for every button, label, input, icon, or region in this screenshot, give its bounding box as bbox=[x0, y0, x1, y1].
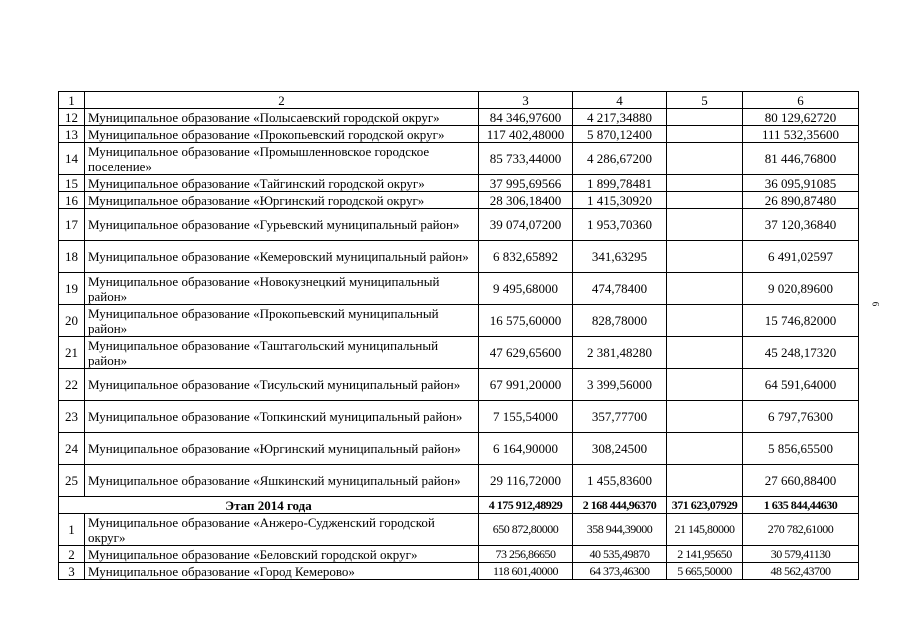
stage-total-col6: 1 635 844,44630 bbox=[743, 497, 859, 514]
value-col3: 650 872,80000 bbox=[479, 514, 573, 546]
budget-table bbox=[58, 91, 859, 580]
value-col3: 118 601,40000 bbox=[479, 563, 573, 580]
value-col3: 37 995,69566 bbox=[479, 175, 573, 192]
value-col4: 474,78400 bbox=[573, 273, 667, 305]
value-col3: 85 733,44000 bbox=[479, 143, 573, 175]
value-col3: 39 074,07200 bbox=[479, 209, 573, 241]
value-col5 bbox=[667, 126, 743, 143]
municipality-name: Муниципальное образование «Юргинский городской округ» bbox=[85, 192, 479, 209]
value-col5 bbox=[667, 143, 743, 175]
table-row bbox=[59, 369, 859, 401]
value-col6: 15 746,82000 bbox=[743, 305, 859, 337]
row-number: 15 bbox=[59, 175, 85, 192]
value-col3: 67 991,20000 bbox=[479, 369, 573, 401]
value-col4: 357,77700 bbox=[573, 401, 667, 433]
value-col6: 6 797,76300 bbox=[743, 401, 859, 433]
value-col6: 48 562,43700 bbox=[743, 563, 859, 580]
table-header-row bbox=[59, 92, 859, 109]
table-row bbox=[59, 563, 859, 580]
value-col4: 5 870,12400 bbox=[573, 126, 667, 143]
value-col6: 64 591,64000 bbox=[743, 369, 859, 401]
value-col4: 1 415,30920 bbox=[573, 192, 667, 209]
value-col3: 6 164,90000 bbox=[479, 433, 573, 465]
value-col5 bbox=[667, 109, 743, 126]
header-cell: 6 bbox=[743, 92, 859, 109]
municipality-name: Муниципальное образование «Кемеровский муниципальный район» bbox=[85, 241, 479, 273]
municipality-name: Муниципальное образование «Гурьевский муниципальный район» bbox=[85, 209, 479, 241]
row-number: 17 bbox=[59, 209, 85, 241]
table-row bbox=[59, 109, 859, 126]
stage-total-col5: 371 623,07929 bbox=[667, 497, 743, 514]
value-col3: 6 832,65892 bbox=[479, 241, 573, 273]
municipality-name: Муниципальное образование «Тисульский муниципальный район» bbox=[85, 369, 479, 401]
value-col6: 81 446,76800 bbox=[743, 143, 859, 175]
table-row bbox=[59, 126, 859, 143]
value-col3: 29 116,72000 bbox=[479, 465, 573, 497]
value-col5: 21 145,80000 bbox=[667, 514, 743, 546]
row-number: 25 bbox=[59, 465, 85, 497]
row-number: 22 bbox=[59, 369, 85, 401]
value-col5 bbox=[667, 192, 743, 209]
value-col4: 2 381,48280 bbox=[573, 337, 667, 369]
row-number: 13 bbox=[59, 126, 85, 143]
value-col5 bbox=[667, 209, 743, 241]
row-number: 21 bbox=[59, 337, 85, 369]
value-col3: 7 155,54000 bbox=[479, 401, 573, 433]
value-col6: 27 660,88400 bbox=[743, 465, 859, 497]
value-col5 bbox=[667, 305, 743, 337]
value-col5 bbox=[667, 433, 743, 465]
row-number: 23 bbox=[59, 401, 85, 433]
row-number: 18 bbox=[59, 241, 85, 273]
row-number: 2 bbox=[59, 546, 85, 563]
stage-label: Этап 2014 года bbox=[59, 497, 479, 514]
value-col4: 40 535,49870 bbox=[573, 546, 667, 563]
value-col6: 26 890,87480 bbox=[743, 192, 859, 209]
row-number: 20 bbox=[59, 305, 85, 337]
municipality-name: Муниципальное образование «Полысаевский городской округ» bbox=[85, 109, 479, 126]
value-col4: 308,24500 bbox=[573, 433, 667, 465]
row-number: 16 bbox=[59, 192, 85, 209]
value-col6: 6 491,02597 bbox=[743, 241, 859, 273]
header-cell: 2 bbox=[85, 92, 479, 109]
municipality-name: Муниципальное образование «Прокопьевский городской округ» bbox=[85, 126, 479, 143]
value-col5: 2 141,95650 bbox=[667, 546, 743, 563]
table-row bbox=[59, 273, 859, 305]
value-col4: 828,78000 bbox=[573, 305, 667, 337]
municipality-name: Муниципальное образование «Прокопьевский муниципальный район» bbox=[85, 305, 479, 337]
table-row bbox=[59, 209, 859, 241]
value-col6: 37 120,36840 bbox=[743, 209, 859, 241]
value-col5 bbox=[667, 175, 743, 192]
row-number: 1 bbox=[59, 514, 85, 546]
value-col3: 117 402,48000 bbox=[479, 126, 573, 143]
municipality-name: Муниципальное образование «Топкинский муниципальный район» bbox=[85, 401, 479, 433]
value-col3: 9 495,68000 bbox=[479, 273, 573, 305]
value-col4: 4 286,67200 bbox=[573, 143, 667, 175]
municipality-name: Муниципальное образование «Тайгинский городской округ» bbox=[85, 175, 479, 192]
table-row bbox=[59, 175, 859, 192]
row-number: 24 bbox=[59, 433, 85, 465]
value-col5 bbox=[667, 273, 743, 305]
value-col6: 36 095,91085 bbox=[743, 175, 859, 192]
value-col3: 73 256,86650 bbox=[479, 546, 573, 563]
value-col3: 84 346,97600 bbox=[479, 109, 573, 126]
page-number: 6 bbox=[870, 301, 881, 307]
municipality-name: Муниципальное образование «Промышленновское городское поселение» bbox=[85, 143, 479, 175]
value-col4: 1 455,83600 bbox=[573, 465, 667, 497]
table-row bbox=[59, 546, 859, 563]
row-number: 3 bbox=[59, 563, 85, 580]
value-col5 bbox=[667, 369, 743, 401]
stage-total-col3: 4 175 912,48929 bbox=[479, 497, 573, 514]
value-col6: 270 782,61000 bbox=[743, 514, 859, 546]
header-cell: 4 bbox=[573, 92, 667, 109]
value-col4: 1 953,70360 bbox=[573, 209, 667, 241]
value-col6: 30 579,41130 bbox=[743, 546, 859, 563]
municipality-name: Муниципальное образование «Юргинский муниципальный район» bbox=[85, 433, 479, 465]
stage-total-col4: 2 168 444,96370 bbox=[573, 497, 667, 514]
value-col6: 9 020,89600 bbox=[743, 273, 859, 305]
value-col4: 64 373,46300 bbox=[573, 563, 667, 580]
municipality-name: Муниципальное образование «Анжеро-Судженский городской округ» bbox=[85, 514, 479, 546]
header-cell: 3 bbox=[479, 92, 573, 109]
value-col4: 1 899,78481 bbox=[573, 175, 667, 192]
table-row bbox=[59, 401, 859, 433]
value-col5 bbox=[667, 465, 743, 497]
municipality-name: Муниципальное образование «Город Кемерово» bbox=[85, 563, 479, 580]
header-cell: 5 bbox=[667, 92, 743, 109]
value-col3: 28 306,18400 bbox=[479, 192, 573, 209]
stage-total-row bbox=[59, 497, 859, 514]
table-row bbox=[59, 241, 859, 273]
table-row bbox=[59, 514, 859, 546]
header-cell: 1 bbox=[59, 92, 85, 109]
value-col4: 3 399,56000 bbox=[573, 369, 667, 401]
table-row bbox=[59, 433, 859, 465]
value-col4: 4 217,34880 bbox=[573, 109, 667, 126]
municipality-name: Муниципальное образование «Новокузнецкий муниципальный район» bbox=[85, 273, 479, 305]
value-col3: 47 629,65600 bbox=[479, 337, 573, 369]
value-col3: 16 575,60000 bbox=[479, 305, 573, 337]
table-row bbox=[59, 465, 859, 497]
value-col5 bbox=[667, 337, 743, 369]
table-row bbox=[59, 337, 859, 369]
value-col5: 5 665,50000 bbox=[667, 563, 743, 580]
value-col6: 111 532,35600 bbox=[743, 126, 859, 143]
row-number: 12 bbox=[59, 109, 85, 126]
row-number: 19 bbox=[59, 273, 85, 305]
table-row bbox=[59, 143, 859, 175]
value-col6: 80 129,62720 bbox=[743, 109, 859, 126]
municipality-name: Муниципальное образование «Яшкинский муниципальный район» bbox=[85, 465, 479, 497]
municipality-name: Муниципальное образование «Беловский городской округ» bbox=[85, 546, 479, 563]
value-col4: 341,63295 bbox=[573, 241, 667, 273]
value-col5 bbox=[667, 401, 743, 433]
row-number: 14 bbox=[59, 143, 85, 175]
table-row bbox=[59, 192, 859, 209]
value-col6: 5 856,65500 bbox=[743, 433, 859, 465]
municipality-name: Муниципальное образование «Таштагольский муниципальный район» bbox=[85, 337, 479, 369]
table-row bbox=[59, 305, 859, 337]
value-col4: 358 944,39000 bbox=[573, 514, 667, 546]
value-col5 bbox=[667, 241, 743, 273]
value-col6: 45 248,17320 bbox=[743, 337, 859, 369]
